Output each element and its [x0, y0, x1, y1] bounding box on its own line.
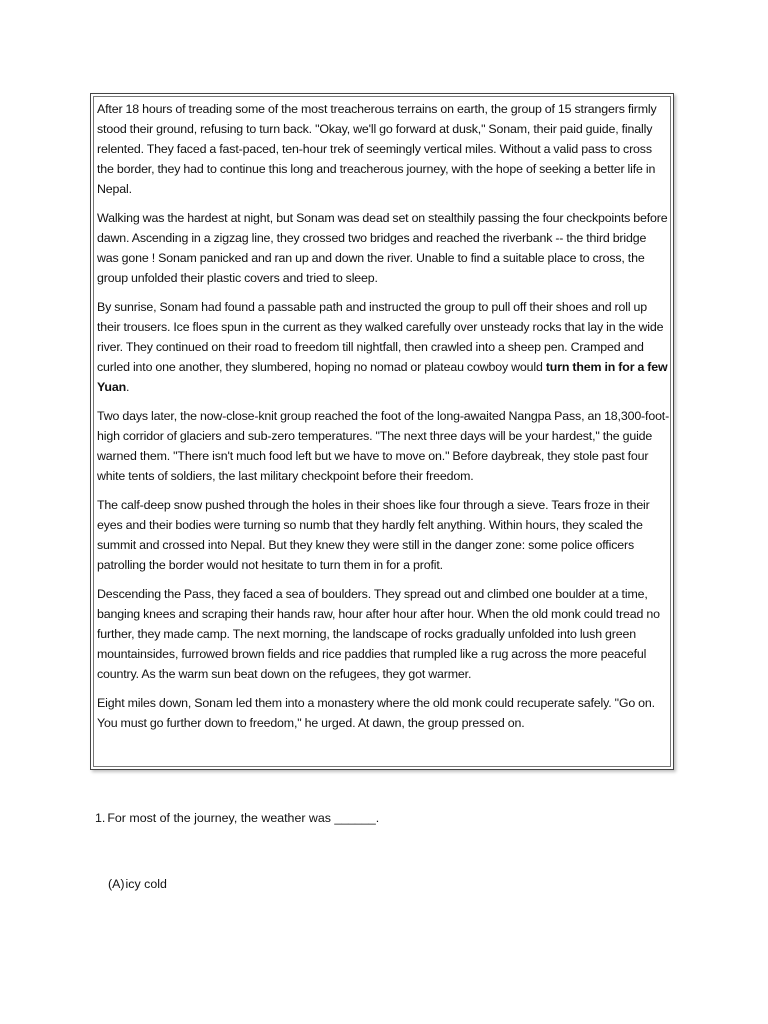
passage-paragraph-5: The calf-deep snow pushed through the holes in their shoes like four through a sieve. Tears froze in their eyes and their bodies were turning so numb that they hardly felt anything. Within hours, they scaled the summit and crossed into Nepal. But they knew they were still in the danger zone: some police officers patrolling the border would not hesitate to turn them in for a profit. — [97, 498, 650, 572]
reading-passage-box — [90, 93, 674, 770]
question-1 — [95, 808, 379, 828]
passage-paragraph-3-end: . — [126, 380, 130, 394]
option-text: icy cold — [125, 877, 167, 891]
question-text: For most of the journey, the weather was ______. — [107, 811, 380, 825]
passage-paragraph-3 — [97, 297, 670, 397]
passage-paragraph-4: Two days later, the now-close-knit group reached the foot of the long-awaited Nangpa Pass, an 18,300-foot-high corridor of glaciers and sub-zero temperatures. "The next three days will be your hardest," the guide warned them. "There isn't much food left but we have to move on." Before daybreak, they stole past four white tents of soldiers, the last military checkpoint before their freedom. — [97, 409, 670, 483]
option-letter: (A) — [108, 877, 125, 891]
passage-paragraph-1: After 18 hours of treading some of the most treacherous terrains on earth, the group of 15 strangers firmly stood their ground, refusing to turn back. "Okay, we'll go forward at dusk," Sonam, their paid guide, finally relented. They faced a fast-paced, ten-hour trek of seemingly vertical miles. Without a valid pass to cross the border, they had to continue this long and treacherous journey, with the hope of seeking a better life in Nepal. — [97, 102, 657, 196]
passage-bold-phrase: turn them in for a few Yuan — [97, 360, 668, 394]
passage-paragraph-3-text: By sunrise, Sonam had found a passable path and instructed the group to pull off their shoes and roll up their trousers. Ice floes spun in the current as they walked carefully over unsteady rocks that lay in the wide river. They continued on their road to freedom till nightfall, then crawled into a sheep pen. Cramped and curled into one another, they slumbered, hoping no nomad or plateau cowboy would — [97, 300, 664, 374]
question-number: 1. — [95, 811, 106, 825]
passage-paragraph-6: Descending the Pass, they faced a sea of boulders. They spread out and climbed one boulder at a time, banging knees and scraping their hands raw, hour after hour after hour. When the old monk could tread no further, they made camp. The next morning, the landscape of rocks gradually unfolded into lush green mountainsides, furrowed brown fields and rice paddies that rumpled like a rug across the more peaceful country. As the warm sun beat down on the refugees, they got warmer. — [97, 587, 660, 681]
reading-passage-inner — [93, 96, 671, 767]
answer-option-a[interactable] — [108, 874, 167, 894]
passage-paragraph-7: Eight miles down, Sonam led them into a monastery where the old monk could recuperate safely. "Go on. You must go further down to freedom," he urged. At dawn, the group pressed on. — [97, 696, 655, 730]
passage-paragraph-2: Walking was the hardest at night, but Sonam was dead set on stealthily passing the four checkpoints before dawn. Ascending in a zigzag line, they crossed two bridges and reached the riverbank -- the third bridge was gone ! Sonam panicked and ran up and down the river. Unable to find a suitable place to cross, the group unfolded their plastic covers and tried to sleep. — [97, 211, 668, 285]
